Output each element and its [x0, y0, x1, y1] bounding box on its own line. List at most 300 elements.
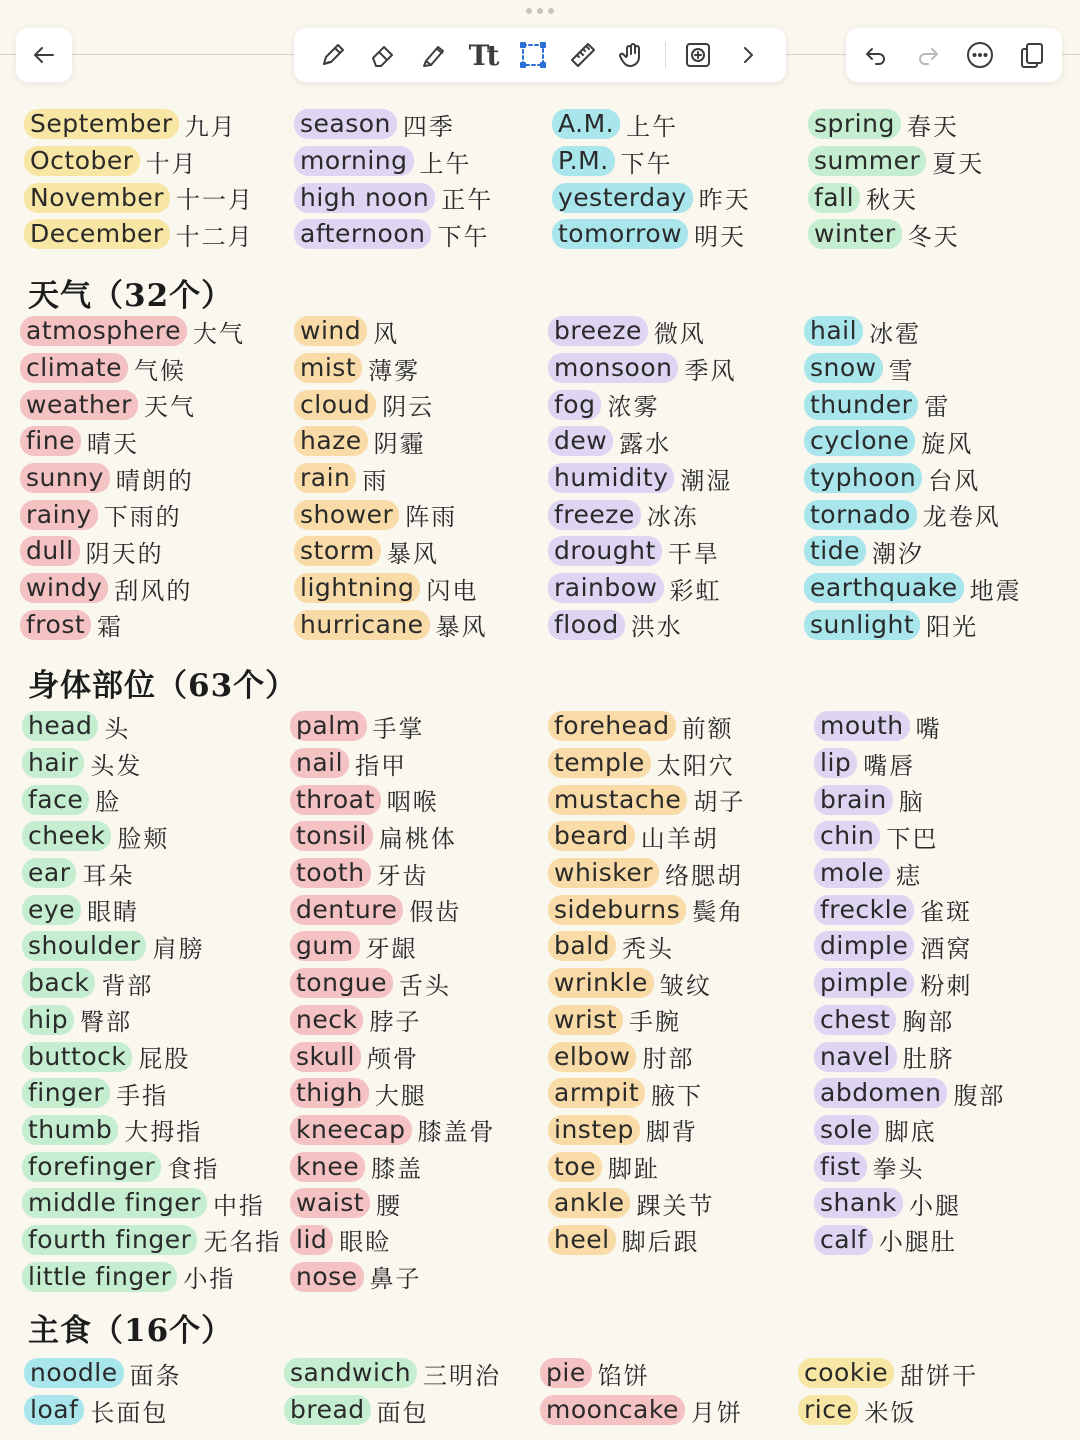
chinese-meaning: 馅饼	[597, 1361, 650, 1390]
english-word: December	[24, 219, 170, 249]
english-word: storm	[294, 536, 381, 566]
english-word: beard	[548, 821, 635, 851]
vocab-item	[548, 1148, 745, 1185]
english-word: spring	[808, 109, 901, 139]
vocab-item	[290, 1075, 496, 1112]
chinese-meaning: 阴霾	[373, 429, 426, 458]
redo-icon[interactable]	[906, 33, 950, 77]
chinese-meaning: 十二月	[175, 222, 254, 251]
chinese-meaning: 阴天的	[85, 539, 164, 568]
vocab-item	[24, 1355, 182, 1392]
vocab-item	[548, 570, 736, 607]
vocab-item	[548, 1075, 745, 1112]
vocab-item	[814, 1075, 1005, 1112]
english-word: hail	[804, 316, 863, 346]
english-word: noodle	[24, 1358, 124, 1388]
chinese-meaning: 络腮胡	[665, 861, 744, 890]
vocab-item	[294, 313, 488, 350]
chinese-meaning: 鬓角	[692, 898, 745, 927]
vocab-item	[814, 781, 1005, 818]
chinese-meaning: 小指	[183, 1265, 236, 1294]
chinese-meaning: 长面包	[90, 1398, 169, 1427]
chinese-meaning: 眼睛	[87, 898, 140, 927]
english-word: freeze	[548, 500, 641, 530]
chinese-meaning: 无名指	[203, 1228, 282, 1257]
vocab-item	[290, 1185, 496, 1222]
english-word: calf	[814, 1225, 873, 1255]
vocab-column	[808, 106, 984, 253]
chinese-meaning: 上午	[419, 149, 472, 178]
vocab-item	[290, 855, 496, 892]
chinese-meaning: 嘴唇	[863, 751, 916, 780]
vocab-item	[24, 1392, 182, 1429]
chinese-meaning: 膝盖	[371, 1155, 424, 1184]
chinese-meaning: 下午	[437, 222, 490, 251]
hand-icon[interactable]	[611, 33, 655, 77]
chinese-meaning: 背部	[101, 971, 154, 1000]
vocab-column	[22, 708, 281, 1295]
vocab-item	[294, 179, 493, 216]
chinese-meaning: 大气	[193, 319, 245, 348]
english-word: head	[22, 711, 98, 741]
chinese-meaning: 下雨的	[103, 503, 182, 532]
vocab-item	[22, 745, 281, 782]
vocab-item	[290, 1112, 496, 1149]
chinese-meaning: 明天	[694, 222, 747, 251]
english-word: cheek	[22, 821, 111, 851]
english-word: toe	[548, 1152, 602, 1182]
vocab-item	[294, 386, 488, 423]
vocab-item	[548, 496, 736, 533]
chinese-meaning: 晴朗的	[115, 466, 194, 495]
vocab-item	[22, 928, 281, 965]
vocab-item	[20, 350, 245, 387]
english-word: lid	[290, 1225, 333, 1255]
chinese-meaning: 气候	[134, 356, 186, 385]
english-word: navel	[814, 1042, 897, 1072]
chinese-meaning: 夏天	[932, 149, 985, 178]
vocab-item	[290, 781, 496, 818]
english-word: sole	[814, 1115, 879, 1145]
vocab-item	[540, 1392, 743, 1429]
copy-pages-icon[interactable]	[1010, 33, 1054, 77]
chinese-meaning: 天气	[143, 393, 196, 422]
chinese-meaning: 上午	[626, 112, 679, 141]
ruler-icon[interactable]	[561, 33, 605, 77]
english-word: buttock	[22, 1042, 132, 1072]
english-word: loaf	[24, 1395, 84, 1425]
english-word: afternoon	[294, 219, 431, 249]
english-word: rain	[294, 463, 356, 493]
vocab-item	[548, 607, 736, 644]
vocab-item	[804, 386, 1022, 423]
chinese-meaning: 拳头	[872, 1155, 925, 1184]
chinese-meaning: 脑	[898, 788, 925, 817]
text-icon[interactable]	[461, 33, 505, 77]
vocab-item	[294, 216, 493, 253]
vocab-item	[22, 781, 281, 818]
english-word: fine	[20, 426, 81, 456]
chinese-meaning: 手腕	[629, 1008, 681, 1037]
english-word: shoulder	[22, 931, 146, 961]
english-word: shank	[814, 1188, 903, 1218]
note-canvas[interactable]	[0, 100, 1080, 1440]
chinese-meaning: 潮汐	[872, 539, 924, 568]
chinese-meaning: 踝关节	[636, 1191, 715, 1220]
english-word: freckle	[814, 895, 914, 925]
english-word: cookie	[798, 1358, 894, 1388]
chinese-meaning: 腹部	[953, 1081, 1006, 1110]
english-word: morning	[294, 146, 414, 176]
chinese-meaning: 刮风的	[114, 576, 193, 605]
english-word: wrist	[548, 1005, 623, 1035]
lasso-select-icon[interactable]	[511, 33, 555, 77]
english-word: fourth finger	[22, 1225, 197, 1255]
chinese-meaning: 舌头	[399, 971, 452, 1000]
english-word: flood	[548, 610, 625, 640]
english-word: earthquake	[804, 573, 964, 603]
image-icon[interactable]	[676, 33, 720, 77]
english-word: weather	[20, 390, 138, 420]
more-icon[interactable]	[958, 33, 1002, 77]
vocab-item	[804, 350, 1022, 387]
english-word: mist	[294, 353, 362, 383]
chinese-meaning: 冰冻	[646, 503, 699, 532]
english-word: denture	[290, 895, 403, 925]
arrow-left-icon[interactable]	[22, 33, 66, 77]
vocab-item	[22, 1002, 281, 1039]
vocab-item	[804, 607, 1022, 644]
chinese-meaning: 月饼	[690, 1398, 743, 1427]
english-word: rice	[798, 1395, 858, 1425]
english-word: abdomen	[814, 1078, 947, 1108]
vocab-item	[814, 745, 1005, 782]
vocab-column	[552, 106, 751, 253]
english-word: back	[22, 968, 95, 998]
english-word: thumb	[22, 1115, 118, 1145]
eraser-icon[interactable]	[361, 33, 405, 77]
chinese-meaning: 暴风	[435, 613, 488, 642]
english-word: cyclone	[804, 426, 915, 456]
vocab-item	[22, 891, 281, 928]
vocab-item	[814, 891, 1005, 928]
vocab-item	[548, 1112, 745, 1149]
english-word: gum	[290, 931, 360, 961]
english-word: mouth	[814, 711, 910, 741]
vocab-item	[814, 965, 1005, 1002]
english-word: temple	[548, 748, 651, 778]
english-word: ankle	[548, 1188, 630, 1218]
chevron-right-icon[interactable]	[726, 33, 770, 77]
chinese-meaning: 牙齿	[376, 861, 429, 890]
back-button-box	[16, 28, 72, 82]
section-title: 主食（16个）	[28, 1313, 234, 1349]
vocab-item	[804, 460, 1022, 497]
vocab-item	[294, 533, 488, 570]
english-word: hair	[22, 748, 84, 778]
english-word: mooncake	[540, 1395, 685, 1425]
chinese-meaning: 扁桃体	[378, 824, 457, 853]
chinese-meaning: 米饭	[864, 1398, 917, 1427]
chinese-meaning: 腰	[376, 1191, 403, 1220]
english-word: climate	[20, 353, 128, 383]
vocab-item	[552, 216, 751, 253]
chinese-meaning: 臀部	[80, 1008, 133, 1037]
vocab-item	[548, 928, 745, 965]
chinese-meaning: 甜饼干	[900, 1361, 979, 1390]
vocab-item	[548, 386, 736, 423]
chinese-meaning: 食指	[167, 1155, 220, 1184]
vocab-column	[804, 313, 1022, 643]
english-word: chest	[814, 1005, 896, 1035]
english-word: September	[24, 109, 179, 139]
vocab-item	[284, 1392, 501, 1429]
chinese-meaning: 阴云	[382, 393, 435, 422]
english-word: wind	[294, 316, 367, 346]
english-word: monsoon	[548, 353, 678, 383]
vocab-item	[20, 423, 245, 460]
vocab-item	[804, 313, 1022, 350]
vocab-column	[548, 313, 736, 643]
english-word: October	[24, 146, 140, 176]
chinese-meaning: 脖子	[369, 1008, 422, 1037]
english-word: tongue	[290, 968, 393, 998]
chinese-meaning: 脸	[95, 788, 122, 817]
chinese-meaning: 中指	[212, 1191, 265, 1220]
english-word: rainy	[20, 500, 98, 530]
vocab-item	[22, 965, 281, 1002]
chinese-meaning: 大腿	[374, 1081, 427, 1110]
chinese-meaning: 假齿	[409, 898, 462, 927]
english-word: tooth	[290, 858, 371, 888]
chinese-meaning: 霜	[97, 613, 124, 642]
vocab-item	[294, 460, 488, 497]
vocab-item	[294, 106, 493, 143]
section-title: 身体部位（63个）	[28, 668, 298, 704]
vocab-item	[548, 1185, 745, 1222]
chinese-meaning: 台风	[928, 466, 981, 495]
vocab-item	[814, 1038, 1005, 1075]
chinese-meaning: 浓雾	[607, 393, 660, 422]
vocab-item	[548, 891, 745, 928]
english-word: pimple	[814, 968, 914, 998]
english-word: middle finger	[22, 1188, 207, 1218]
english-word: armpit	[548, 1078, 645, 1108]
english-word: sunlight	[804, 610, 920, 640]
english-word: breeze	[548, 316, 648, 346]
english-word: P.M.	[552, 146, 615, 176]
vocab-item	[548, 423, 736, 460]
english-word: shower	[294, 500, 399, 530]
english-word: November	[24, 183, 170, 213]
chinese-meaning: 彩虹	[669, 576, 722, 605]
vocab-item	[548, 533, 736, 570]
vocab-item	[548, 350, 736, 387]
vocab-column	[24, 1355, 182, 1428]
english-word: dimple	[814, 931, 914, 961]
chinese-meaning: 指甲	[355, 751, 408, 780]
english-word: hurricane	[294, 610, 430, 640]
english-word: mole	[814, 858, 890, 888]
vocab-item	[808, 143, 984, 180]
english-word: winter	[808, 219, 902, 249]
vocab-item	[22, 1075, 281, 1112]
vocab-item	[294, 496, 488, 533]
english-word: palm	[290, 711, 367, 741]
english-word: sunny	[20, 463, 110, 493]
vocab-item	[20, 570, 245, 607]
chinese-meaning: 肩膀	[152, 934, 205, 963]
vocab-item	[294, 423, 488, 460]
english-word: thunder	[804, 390, 918, 420]
chinese-meaning: 秃头	[622, 934, 675, 963]
vocab-item	[548, 818, 745, 855]
vocab-item	[540, 1355, 743, 1392]
chinese-meaning: 痣	[895, 861, 922, 890]
vocab-item	[804, 423, 1022, 460]
english-word: little finger	[22, 1262, 177, 1292]
english-word: lightning	[294, 573, 420, 603]
vocab-item	[24, 216, 254, 253]
chinese-meaning: 眼睑	[339, 1228, 392, 1257]
chinese-meaning: 脚趾	[607, 1155, 660, 1184]
chinese-meaning: 头发	[90, 751, 143, 780]
english-word: windy	[20, 573, 108, 603]
english-word: lip	[814, 748, 857, 778]
english-word: sandwich	[284, 1358, 417, 1388]
english-word: frost	[20, 610, 91, 640]
vocab-item	[814, 1185, 1005, 1222]
english-word: thigh	[290, 1078, 369, 1108]
chinese-meaning: 三明治	[423, 1361, 502, 1390]
chinese-meaning: 雷	[924, 393, 951, 422]
vocab-item	[22, 708, 281, 745]
section-title: 天气（32个）	[28, 278, 234, 314]
chinese-meaning: 胸部	[902, 1008, 955, 1037]
vocab-item	[548, 965, 745, 1002]
english-word: kneecap	[290, 1115, 412, 1145]
chinese-meaning: 十一月	[176, 186, 255, 215]
english-word: chin	[814, 821, 880, 851]
vocab-column	[20, 313, 245, 643]
vocab-item	[548, 313, 736, 350]
vocab-item	[804, 496, 1022, 533]
vocab-item	[22, 1258, 281, 1295]
english-word: cloud	[294, 390, 376, 420]
undo-icon[interactable]	[854, 33, 898, 77]
vocab-item	[552, 106, 751, 143]
english-word: high noon	[294, 183, 435, 213]
highlighter-icon[interactable]	[411, 33, 455, 77]
english-word: fall	[808, 183, 860, 213]
chinese-meaning: 四季	[402, 112, 455, 141]
vocab-item	[548, 745, 745, 782]
vocab-item	[814, 708, 1005, 745]
vocab-item	[814, 855, 1005, 892]
text-tool-glyph: Tt	[468, 38, 497, 72]
chinese-meaning: 干旱	[667, 539, 720, 568]
chinese-meaning: 鼻子	[369, 1265, 422, 1294]
english-word: heel	[548, 1225, 616, 1255]
pen-icon[interactable]	[311, 33, 355, 77]
english-word: instep	[548, 1115, 640, 1145]
chinese-meaning: 头	[104, 714, 131, 743]
vocab-item	[290, 928, 496, 965]
vocab-item	[294, 607, 488, 644]
vocab-item	[290, 965, 496, 1002]
vocab-column	[798, 1355, 978, 1428]
vocab-item	[804, 533, 1022, 570]
vocab-item	[548, 1038, 745, 1075]
vocab-column	[284, 1355, 501, 1428]
english-word: ear	[22, 858, 76, 888]
vocab-item	[814, 1002, 1005, 1039]
vocab-column	[24, 106, 254, 253]
chinese-meaning: 正午	[441, 186, 494, 215]
chinese-meaning: 龙卷风	[922, 503, 1001, 532]
chinese-meaning: 牙龈	[365, 934, 418, 963]
chinese-meaning: 九月	[184, 112, 237, 141]
english-word: forehead	[548, 711, 676, 741]
chinese-meaning: 脚底	[884, 1118, 937, 1147]
chinese-meaning: 屁股	[138, 1045, 191, 1074]
chinese-meaning: 闪电	[426, 576, 479, 605]
english-word: haze	[294, 426, 368, 456]
chinese-meaning: 冬天	[907, 222, 960, 251]
english-word: dull	[20, 536, 80, 566]
chinese-meaning: 暴风	[386, 539, 439, 568]
english-word: nose	[290, 1262, 364, 1292]
english-word: summer	[808, 146, 926, 176]
english-word: waist	[290, 1188, 370, 1218]
vocab-item	[290, 745, 496, 782]
chinese-meaning: 脸颊	[117, 824, 170, 853]
chinese-meaning: 十月	[145, 149, 198, 178]
vocab-item	[290, 1148, 496, 1185]
vocab-column	[294, 106, 493, 253]
vocab-column	[290, 708, 496, 1295]
vocab-item	[798, 1355, 978, 1392]
chinese-meaning: 小腿肚	[878, 1228, 957, 1257]
window-grabber[interactable]	[522, 8, 558, 16]
vocab-item	[808, 179, 984, 216]
vocab-item	[548, 1222, 745, 1259]
vocab-item	[290, 1038, 496, 1075]
chinese-meaning: 皱纹	[659, 971, 712, 1000]
vocab-item	[24, 179, 254, 216]
vocab-item	[290, 708, 496, 745]
vocab-item	[548, 1002, 745, 1039]
english-word: A.M.	[552, 109, 620, 139]
vocab-item	[284, 1355, 501, 1392]
english-word: knee	[290, 1152, 365, 1182]
chinese-meaning: 胡子	[693, 788, 746, 817]
chinese-meaning: 晴天	[86, 429, 139, 458]
english-word: eye	[22, 895, 81, 925]
english-word: sideburns	[548, 895, 686, 925]
english-word: bald	[548, 931, 616, 961]
chinese-meaning: 肚脐	[902, 1045, 955, 1074]
chinese-meaning: 微风	[653, 319, 706, 348]
vocab-item	[290, 891, 496, 928]
vocab-item	[814, 1222, 1005, 1259]
vocab-item	[22, 1185, 281, 1222]
english-word: fist	[814, 1152, 867, 1182]
english-word: bread	[284, 1395, 371, 1425]
chinese-meaning: 露水	[619, 429, 672, 458]
chinese-meaning: 小腿	[909, 1191, 962, 1220]
chinese-meaning: 膝盖骨	[417, 1118, 496, 1147]
